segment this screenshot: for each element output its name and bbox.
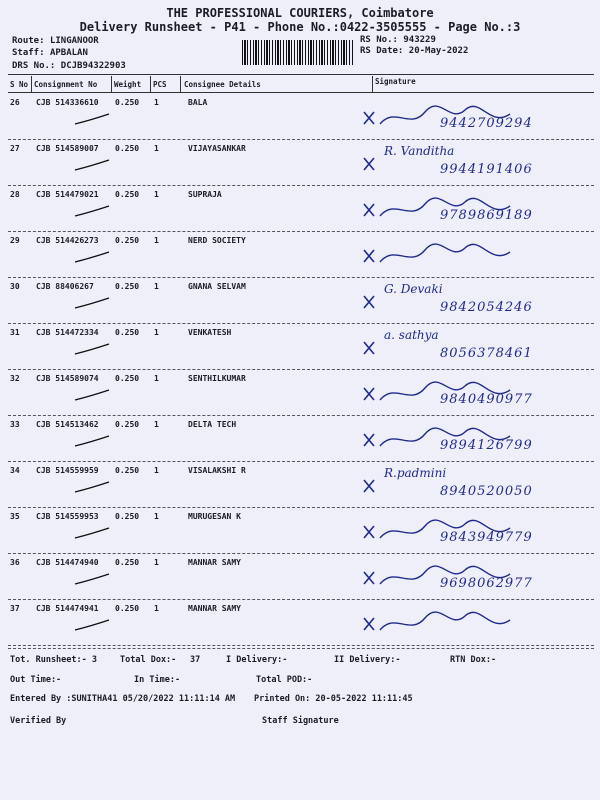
row-weight: 0.250 <box>115 374 140 383</box>
row-consignment: CJB 514559953 <box>36 512 99 521</box>
row-consignment: CJB 514426273 <box>36 236 99 245</box>
tick-mark <box>72 388 112 404</box>
row-sno: 32 <box>10 374 20 383</box>
handwritten-name: G. Devaki <box>384 282 443 296</box>
tick-mark <box>72 572 112 588</box>
row-pcs: 1 <box>154 98 159 107</box>
row-sno: 29 <box>10 236 20 245</box>
table-row <box>0 140 600 186</box>
row-sno: 34 <box>10 466 20 475</box>
rtn-dox: RTN Dox:- <box>450 655 497 665</box>
row-weight: 0.250 <box>115 466 140 475</box>
row-separator <box>8 645 594 646</box>
row-pcs: 1 <box>154 604 159 613</box>
row-pcs: 1 <box>154 282 159 291</box>
tick-mark <box>72 204 112 220</box>
header-top-rule <box>8 74 594 75</box>
row-sno: 35 <box>10 512 20 521</box>
row-weight: 0.250 <box>115 420 140 429</box>
signature-mark <box>360 232 594 278</box>
staff-value: APBALAN <box>49 48 88 58</box>
row-pcs: 1 <box>154 328 159 337</box>
tick-mark <box>72 342 112 358</box>
table-row <box>0 186 600 232</box>
col-pcs: PCS <box>153 80 167 89</box>
row-weight: 0.250 <box>115 282 140 291</box>
route-label: Route: LINGANOOR <box>12 36 99 46</box>
row-consignee: MANNAR SAMY <box>188 558 241 567</box>
row-consignment: CJB 514474941 <box>36 604 99 613</box>
tick-mark <box>72 158 112 174</box>
row-consignment: CJB 514336610 <box>36 98 99 107</box>
row-sno: 37 <box>10 604 20 613</box>
row-pcs: 1 <box>154 558 159 567</box>
rs-no: RS No.: 943229 <box>360 35 436 45</box>
handwritten-phone: 8940520050 <box>440 484 533 499</box>
row-consignment: CJB 514559959 <box>36 466 99 475</box>
footer-rule <box>8 648 594 649</box>
total-dox-value: 37 <box>190 655 201 665</box>
total-dox-label: Total Dox:- <box>120 655 177 665</box>
col-divider <box>150 76 151 92</box>
table-row <box>0 416 600 462</box>
printed-on: Printed On: 20-05-2022 11:11:45 <box>254 694 413 704</box>
table-row <box>0 278 600 324</box>
row-consignee: NERD SOCIETY <box>188 236 246 245</box>
barcode <box>242 40 354 65</box>
row-sno: 31 <box>10 328 20 337</box>
drs-value: DCJB94322903 <box>60 61 126 71</box>
tick-mark <box>72 434 112 450</box>
out-time: Out Time:- <box>10 675 62 685</box>
row-weight: 0.250 <box>115 558 140 567</box>
table-row <box>0 554 600 600</box>
i-delivery: I Delivery:- <box>226 655 288 665</box>
row-consignment: CJB 514589074 <box>36 374 99 383</box>
col-divider <box>180 76 181 92</box>
table-row <box>0 462 600 508</box>
col-consignee: Consignee Details <box>184 80 261 89</box>
header-bottom-rule <box>8 92 594 93</box>
handwritten-phone: 9843949779 <box>440 530 533 545</box>
row-consignee: GNANA SELVAM <box>188 282 246 291</box>
row-sno: 27 <box>10 144 20 153</box>
row-pcs: 1 <box>154 190 159 199</box>
row-sno: 36 <box>10 558 20 567</box>
ii-delivery: II Delivery:- <box>334 655 401 665</box>
row-consignment: CJB 88406267 <box>36 282 94 291</box>
tick-mark <box>72 250 112 266</box>
in-time: In Time:- <box>134 675 181 685</box>
handwritten-phone: 9442709294 <box>440 116 533 131</box>
handwritten-phone: 8056378461 <box>440 346 533 361</box>
row-consignee: MURUGESAN K <box>188 512 241 521</box>
signature-mark <box>360 600 594 646</box>
col-sno: S No <box>10 80 29 89</box>
table-row <box>0 94 600 140</box>
row-consignment: CJB 514589007 <box>36 144 99 153</box>
row-consignee: SUPRAJA <box>188 190 222 199</box>
row-sno: 28 <box>10 190 20 199</box>
tick-mark <box>72 526 112 542</box>
tick-mark <box>72 480 112 496</box>
row-consignee: VENKATESH <box>188 328 232 337</box>
row-pcs: 1 <box>154 144 159 153</box>
row-consignment: CJB 514472334 <box>36 328 99 337</box>
row-consignment: CJB 514513462 <box>36 420 99 429</box>
handwritten-phone: 9840490977 <box>440 392 533 407</box>
handwritten-name: R. Vanditha <box>384 144 455 158</box>
row-consignee: MANNAR SAMY <box>188 604 241 613</box>
handwritten-phone: 9894126799 <box>440 438 533 453</box>
col-divider <box>111 76 112 92</box>
row-sno: 30 <box>10 282 20 291</box>
row-pcs: 1 <box>154 420 159 429</box>
row-sno: 26 <box>10 98 20 107</box>
verified-by: Verified By <box>10 716 67 726</box>
handwritten-phone: 9789869189 <box>440 208 533 223</box>
row-weight: 0.250 <box>115 98 140 107</box>
handwritten-name: R.padmini <box>384 466 447 480</box>
row-consignment: CJB 514474940 <box>36 558 99 567</box>
col-divider <box>31 76 32 92</box>
table-row <box>0 600 600 646</box>
tick-mark <box>72 112 112 128</box>
row-sno: 33 <box>10 420 20 429</box>
row-weight: 0.250 <box>115 236 140 245</box>
row-consignment: CJB 514479021 <box>36 190 99 199</box>
table-row <box>0 370 600 416</box>
entered-by: Entered By :SUNITHA41 05/20/2022 11:11:14 AM <box>10 694 236 704</box>
staff-signature: Staff Signature <box>262 716 339 726</box>
tick-mark <box>72 296 112 312</box>
col-signature: Signature <box>375 77 416 86</box>
row-pcs: 1 <box>154 466 159 475</box>
col-consignment: Consignment No <box>34 80 98 89</box>
row-weight: 0.250 <box>115 328 140 337</box>
tick-mark <box>72 618 112 634</box>
handwritten-phone: 9944191406 <box>440 162 533 177</box>
route-value: LINGANOOR <box>49 36 99 46</box>
row-weight: 0.250 <box>115 190 140 199</box>
row-pcs: 1 <box>154 512 159 521</box>
row-pcs: 1 <box>154 374 159 383</box>
rs-date: RS Date: 20-May-2022 <box>360 46 469 56</box>
company-title: THE PROFESSIONAL COURIERS, Coimbatore <box>166 6 434 20</box>
row-consignee: DELTA TECH <box>188 420 237 429</box>
row-consignee: VISALAKSHI R <box>188 466 246 475</box>
table-row <box>0 508 600 554</box>
row-pcs: 1 <box>154 236 159 245</box>
row-consignee: BALA <box>188 98 208 107</box>
handwritten-phone: 9842054246 <box>440 300 533 315</box>
row-weight: 0.250 <box>115 512 140 521</box>
runsheet-subtitle: Delivery Runsheet - P41 - Phone No.:0422-3505555 - Page No.:3 <box>79 20 521 34</box>
col-divider <box>372 76 373 92</box>
staff-label: Staff: APBALAN <box>12 48 88 58</box>
handwritten-name: a. sathya <box>384 328 439 342</box>
row-weight: 0.250 <box>115 144 140 153</box>
table-row <box>0 324 600 370</box>
row-consignee: SENTHILKUMAR <box>188 374 246 383</box>
handwritten-phone: 9698062977 <box>440 576 533 591</box>
tot-runsheet: Tot. Runsheet:- 3 <box>10 655 97 665</box>
total-pod: Total POD:- <box>256 675 313 685</box>
row-weight: 0.250 <box>115 604 140 613</box>
drs-label: DRS No.: DCJB94322903 <box>12 61 126 71</box>
col-weight: Weight <box>114 80 142 89</box>
table-row <box>0 232 600 278</box>
row-consignee: VIJAYASANKAR <box>188 144 246 153</box>
